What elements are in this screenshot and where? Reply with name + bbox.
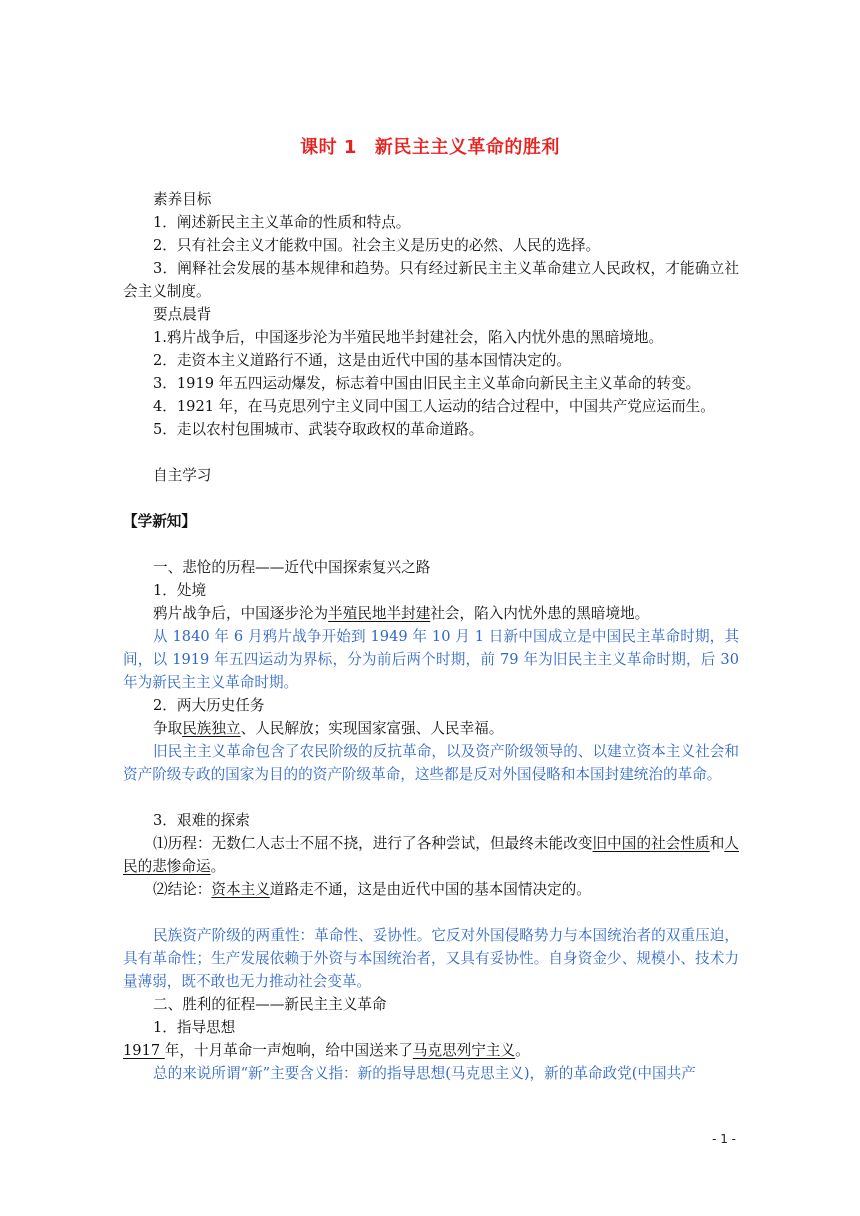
fill-in-answer: 半殖民地半封建 xyxy=(328,605,431,622)
fill-in-answer: 旧中国的社会性质 xyxy=(592,835,710,852)
new-knowledge-heading: 【学新知】 xyxy=(123,513,196,530)
fill-in-answer: 1917 xyxy=(123,1042,165,1059)
section1-sub2-heading: 2．两大历史任务 xyxy=(153,697,265,714)
section2-sub1-text: 1917 年，十月革命一声炮响，给中国送来了马克思列宁主义。 xyxy=(123,1042,530,1059)
key-points-heading: 要点晨背 xyxy=(153,306,212,323)
section1-sub3-note: 民族资产阶级的两重性：革命性、妥协性。它反对外国侵略势力与本国统治者的双重压迫，具有革命性；生产发展依赖于外资与本国统治者，又具有妥协性。自身资金少、规模小、技术力量薄弱，既不敢也无力推动社会变革。 xyxy=(123,927,739,990)
objective-item: 1．阐述新民主主义革命的性质和特点。 xyxy=(153,214,411,231)
key-point-item: 5．走以农村包围城市、武装夺取政权的革命道路。 xyxy=(153,421,484,438)
document-body xyxy=(123,188,739,1085)
page-number: - 1 - xyxy=(712,1132,736,1146)
fill-in-answer: 资本主义 xyxy=(211,881,270,898)
lesson-number: 课时 1 xyxy=(300,137,357,158)
key-point-item: 4．1921 年，在马克思列宁主义同中国工人运动的结合过程中，中国共产党应运而生。 xyxy=(153,398,715,415)
self-study-heading: 自主学习 xyxy=(153,467,212,484)
section1-sub3-item2: ⑵结论：资本主义道路走不通，这是由近代中国的基本国情决定的。 xyxy=(153,881,591,898)
section2-sub1-heading: 1．指导思想 xyxy=(153,1019,236,1036)
key-point-item: 2．走资本主义道路行不通，这是由近代中国的基本国情决定的。 xyxy=(153,352,571,369)
section1-sub2-text: 争取民族独立、人民解放；实现国家富强、人民幸福。 xyxy=(153,720,504,737)
section2-sub1-note: 总的来说所谓“新”主要含义指：新的指导思想(马克思主义)，新的革命政党(中国共产 xyxy=(153,1065,696,1082)
key-point-item: 3．1919 年五四运动爆发，标志着中国由旧民主主义革命向新民主主义革命的转变。 xyxy=(153,375,701,392)
lesson-title: 新民主主义革命的胜利 xyxy=(374,137,560,158)
section1-sub3-heading: 3．艰难的探索 xyxy=(153,812,250,829)
fill-in-answer: 马克思列宁主义 xyxy=(412,1042,516,1059)
objective-item: 3．阐释社会发展的基本规律和趋势。只有经过新民主主义革命建立人民政权，才能确立社会主义制度。 xyxy=(123,260,739,300)
fill-in-answer: 民族独立 xyxy=(182,720,241,737)
section2-heading: 二、胜利的征程——新民主主义革命 xyxy=(153,996,387,1013)
section1-sub1-note: 从 1840 年 6 月鸦片战争开始到 1949 年 10 月 1 日新中国成立是中国民主革命时期，其间，以 1919 年五四运动为界标，分为前后两个时期，前 79 年为旧民主主义革命时期，后 30 年为新民主主义革命时期。 xyxy=(123,628,739,691)
key-point-item: 1.鸦片战争后，中国逐步沦为半殖民地半封建社会，陷入内忧外患的黑暗境地。 xyxy=(153,329,664,346)
section1-sub2-note: 旧民主主义革命包含了农民阶级的反抗革命，以及资产阶级领导的、以建立资本主义社会和资产阶级专政的国家为目的的资产阶级革命，这些都是反对外国侵略和本国封建统治的革命。 xyxy=(123,743,739,783)
objective-item: 2．只有社会主义才能救中国。社会主义是历史的必然、人民的选择。 xyxy=(153,237,601,254)
section1-heading: 一、悲怆的历程——近代中国探索复兴之路 xyxy=(153,559,431,576)
objectives-heading: 素养目标 xyxy=(153,191,212,208)
page-title xyxy=(0,133,860,159)
section1-sub1-heading: 1．处境 xyxy=(153,582,207,599)
section1-sub1-text: 鸦片战争后，中国逐步沦为半殖民地半封建社会，陷入内忧外患的黑暗境地。 xyxy=(153,605,650,622)
section1-sub3-item1: ⑴历程：无数仁人志士不屈不挠，进行了各种尝试，但最终未能改变旧中国的社会性质和人民的悲惨命运。 xyxy=(123,835,739,875)
fill-in-answer: 人民的悲惨命运 xyxy=(123,835,739,875)
